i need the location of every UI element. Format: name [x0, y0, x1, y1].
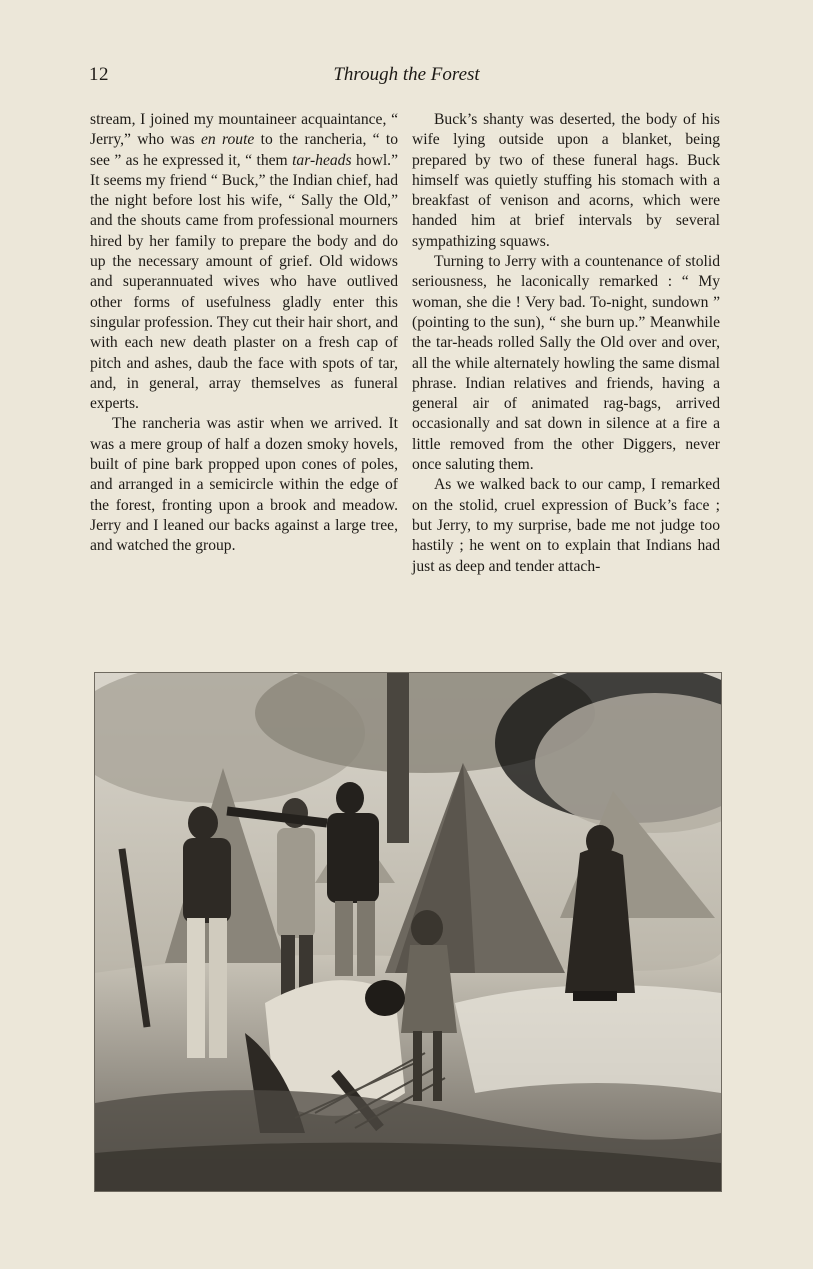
- paragraph: Turning to Jerry with a countenance of stolid seriousness, he laconically remarked : “ My woman, she die ! Very bad. To-night, sundown ” (pointing to the sun), “ she burn up.” Meanwhile the tar-heads rolled Sally the Old over and over, all the while alternately howling the same dismal phrase. Indian relatives and friends, having a general air of animated rag-bags, arrived occasionally and sat down in silence at a fire a little removed from the other Diggers, never once saluting them.: [412, 253, 720, 474]
- italic-phrase: tar-heads: [292, 151, 352, 169]
- page-number: 12: [89, 64, 109, 85]
- paragraph: As we walked back to our camp, I remarked on the stolid, cruel expression of Buck’s face ; but Jerry, to my surprise, bade me not judge too hastily ; he went on to explain that Indians had just as deep and tender attach-: [412, 476, 720, 575]
- paragraph: stream, I joined my mountaineer acquaintance, “ Jerry,” who was en route to the rancheria, “ to see ” as he expressed it, “ them tar-heads howl.” It seems my friend “ Buck,” the Indian chief, had the night before lost his wife, “ Sally the Old,” and the shouts came from professional mourners hired by her family to prepare the body and do up the necessary amount of grief. Old widows and superannuated wives who have outlived other forms of usefulness gladly enter this singular profession. They cut their hair short, and with each new death plaster on a fresh cap of pitch and ashes, daub the face with spots of tar, and, in general, array themselves as funeral experts.: [90, 111, 398, 413]
- paragraph: The rancheria was astir when we arrived. It was a mere group of half a dozen smoky hovels, built of pine bark propped upon cones of poles, and arranged in a semicircle within the edge of the forest, fronting upon a brook and meadow. Jerry and I leaned our backs against a large tree, and watched the group.: [90, 415, 398, 555]
- italic-phrase: en route: [201, 131, 255, 149]
- illustration-plate: [94, 672, 722, 1192]
- text-column-left: [90, 110, 398, 557]
- paragraph: Buck’s shanty was deserted, the body of his wife lying outside upon a blanket, being prepared by two of these funeral hags. Buck himself was quietly stuffing his stomach with a breakfast of venison and acorns, which were handed him at brief intervals by several sympathizing squaws.: [412, 111, 720, 250]
- running-title: Through the Forest: [333, 64, 480, 85]
- forest-camp-engraving: [95, 673, 721, 1191]
- text-column-right: [412, 110, 720, 577]
